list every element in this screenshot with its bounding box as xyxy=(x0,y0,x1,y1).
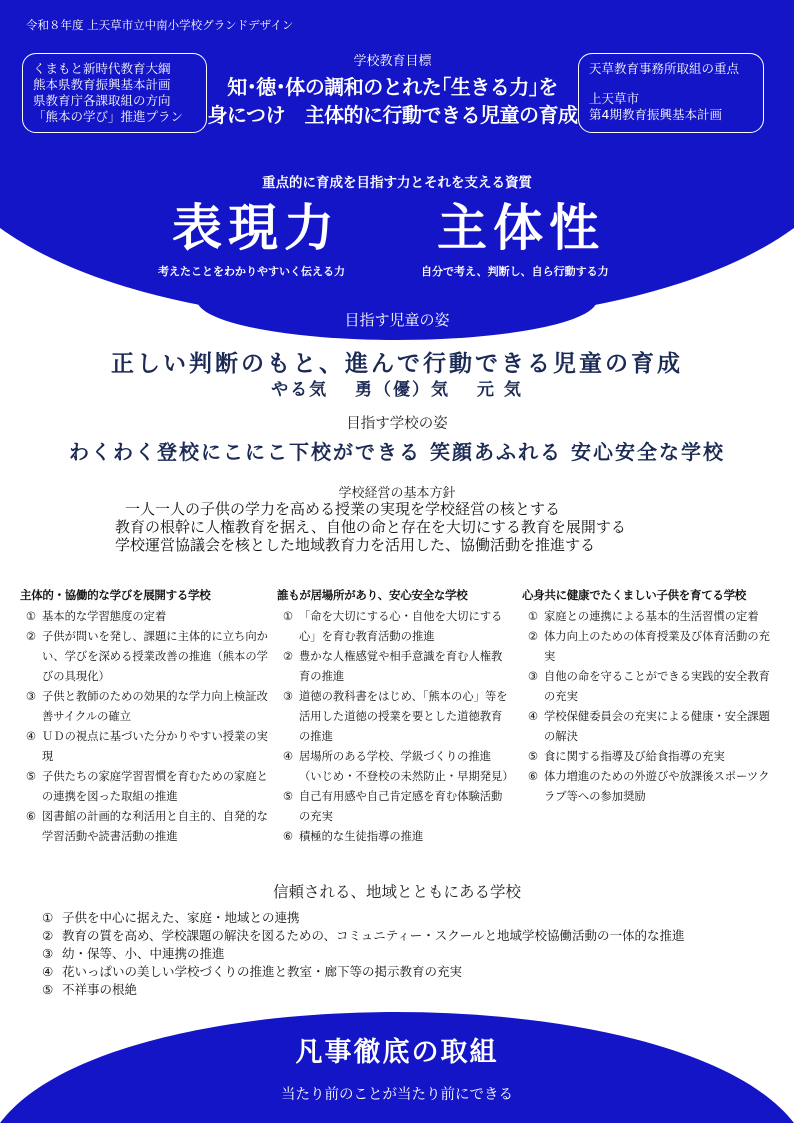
item-number: ② xyxy=(282,650,294,663)
list-item xyxy=(522,747,780,767)
item-number: ④ xyxy=(25,730,37,743)
item-text: 基本的な学習態度の定着 xyxy=(42,610,167,623)
expression-power-desc: 考えたことをわかりやすいく伝える力 xyxy=(158,265,345,278)
independence-title: 主体性 xyxy=(437,198,605,257)
item-text: ＵＤの視点に基づいた分かりやすい授業の実現 xyxy=(42,730,268,763)
target-child-label: 目指す児童の姿 xyxy=(344,311,450,329)
item-number: ③ xyxy=(25,690,37,703)
community-school-label: 信頼される、地域とともにある学校 xyxy=(272,883,521,901)
list-item xyxy=(522,707,780,747)
list-item xyxy=(42,909,685,927)
item-number: ① xyxy=(527,610,539,623)
item-number: ② xyxy=(25,630,37,643)
column-title: 心身共に健康でたくましい子供を育てる学校 xyxy=(522,588,746,602)
list-item xyxy=(522,607,780,627)
list-item xyxy=(277,787,513,827)
column-title: 主体的・協働的な学びを展開する学校 xyxy=(20,588,211,602)
list-item xyxy=(277,687,513,747)
regional-line-3: 第4期教育振興基本計画 xyxy=(589,107,722,122)
target-school-main: わくわく登校にこにこ下校ができる 笑顔あふれる 安心安全な学校 xyxy=(69,440,725,464)
list-item xyxy=(277,647,513,687)
item-number: ⑤ xyxy=(42,982,54,997)
list-item xyxy=(522,627,780,667)
item-text: 自他の命を守ることができる実践的安全教育の充実 xyxy=(544,670,770,703)
regional-line-1: 天草教育事務所取組の重点 xyxy=(589,61,740,76)
list-item xyxy=(20,807,270,847)
item-text: 家庭との連携による基本的生活習慣の定着 xyxy=(544,610,759,623)
item-number: ① xyxy=(25,610,37,623)
item-number: ③ xyxy=(282,690,294,703)
item-number: ⑤ xyxy=(527,750,539,763)
basics-thoroughness-sub: 当たり前のことが当たり前にできる xyxy=(281,1087,513,1103)
target-child-sub: やる気 勇（優）気 元 気 xyxy=(271,380,523,400)
list-item xyxy=(20,607,270,627)
item-text: 道徳の教科書をはじめ、「熊本の心」等を活用した道徳の授業を要とした道徳教育の推進 xyxy=(299,690,508,743)
goal-line-1: 知･徳･体の調和のとれた｢生きる力｣を xyxy=(227,75,558,99)
item-number: ⑤ xyxy=(25,770,37,783)
item-number: ④ xyxy=(42,964,54,979)
item-number: ③ xyxy=(527,670,539,683)
goal-line-2: 身につけ 主体的に行動できる児童の育成 xyxy=(207,103,578,127)
focus-heading: 重点的に育成を目指す力とそれを支える資質 xyxy=(262,175,532,191)
item-number: ⑥ xyxy=(527,770,539,783)
item-text: 積極的な生徒指導の推進 xyxy=(299,830,424,843)
list-item xyxy=(20,767,270,807)
national-plans-box xyxy=(22,53,207,133)
plan-line: 「熊本の学び」推進プラン xyxy=(33,109,184,124)
item-text: 体力増進のための外遊びや放課後スポーツクラブ等への参加奨励 xyxy=(544,770,770,803)
item-number: ④ xyxy=(282,750,294,763)
item-text: 図書館の計画的な利活用と自主的、自発的な学習活動や読書活動の推進 xyxy=(42,810,268,843)
list-item xyxy=(277,827,513,847)
page-caption: 令和８年度 上天草市立中南小学校グランドデザイン xyxy=(26,18,294,32)
plan-line: 熊本県教育振興基本計画 xyxy=(33,77,171,92)
item-number: ② xyxy=(527,630,539,643)
column-healthy-school xyxy=(522,587,780,807)
list-item xyxy=(20,727,270,767)
item-number: ① xyxy=(282,610,294,623)
policy-line: 一人一人の子供の学力を高める授業の実現を学校経営の核とする xyxy=(125,500,561,518)
item-text: 自己有用感や自己肯定感を育む体験活動の充実 xyxy=(299,790,503,823)
list-item xyxy=(42,927,685,945)
school-goal-label: 学校教育目標 xyxy=(353,54,432,69)
policy-label: 学校経営の基本方針 xyxy=(338,486,456,501)
policy-list xyxy=(115,500,626,554)
item-text: 花いっぱいの美しい学校づくりの推進と教室・廊下等の掲示教育の充実 xyxy=(62,964,463,979)
item-text: 子供が問いを発し、課題に主体的に立ち向かい、学びを深める授業改善の推進（熊本の学びの具現化） xyxy=(42,630,268,683)
item-text: 食に関する指導及び給食指導の充実 xyxy=(544,750,725,763)
item-text: 子供たちの家庭学習習慣を育むための家庭との連携を図った取組の推進 xyxy=(42,770,268,803)
list-item xyxy=(42,981,685,999)
basics-thoroughness-title: 凡事徹底の取組 xyxy=(295,1037,499,1068)
target-school-label: 目指す学校の姿 xyxy=(346,416,448,432)
policy-line: 学校運営協議会を核とした地域教育力を活用した、協働活動を推進する xyxy=(115,536,596,554)
plan-line: 県教育庁各課取組の方向 xyxy=(33,93,171,108)
item-number: ⑥ xyxy=(282,830,294,843)
item-number: ④ xyxy=(527,710,539,723)
column-title: 誰もが居場所があり、安心安全な学校 xyxy=(277,588,468,602)
item-number: ① xyxy=(42,910,54,925)
list-item xyxy=(277,747,513,787)
independence-desc: 自分で考え、判断し、自ら行動する力 xyxy=(421,265,609,278)
item-text: 子供を中心に据えた、家庭・地域との連携 xyxy=(62,910,300,925)
policy-line: 教育の根幹に人権教育を据え、自他の命と存在を大切にする教育を展開する xyxy=(115,518,626,536)
item-text: 居場所のある学校、学級づくりの推進（いじめ・不登校の未然防止・早期発見） xyxy=(299,750,514,783)
school-goal-text xyxy=(205,73,580,129)
item-number: ⑥ xyxy=(25,810,37,823)
regional-line-2: 上天草市 xyxy=(589,91,640,106)
expression-power-title: 表現力 xyxy=(172,198,340,257)
item-number: ⑤ xyxy=(282,790,294,803)
regional-plans-box xyxy=(578,53,764,133)
item-text: 学校保健委員会の充実による健康・安全課題の解決 xyxy=(544,710,770,743)
item-number: ② xyxy=(42,928,54,943)
item-text: 体力向上のための体育授業及び体育活動の充実 xyxy=(544,630,770,663)
list-item xyxy=(20,687,270,727)
list-item xyxy=(20,627,270,687)
item-text: 幼・保等、小、中連携の推進 xyxy=(62,946,225,961)
list-item xyxy=(42,945,685,963)
item-text: 豊かな人権感覚や相手意識を育む人権教育の推進 xyxy=(299,650,503,683)
list-item xyxy=(42,963,685,981)
item-text: 「命を大切にする心・自他を大切にする心」を育む教育活動の推進 xyxy=(299,610,503,643)
item-number: ③ xyxy=(42,946,54,961)
target-child-main: 正しい判断のもと、進んで行動できる児童の育成 xyxy=(111,350,683,377)
list-item xyxy=(522,767,780,807)
column-collaborative-learning xyxy=(20,587,270,847)
item-text: 教育の質を高め、学校課題の解決を図るための、コミュニティー・スクールと地域学校協働活動の一体的な推進 xyxy=(62,928,685,943)
community-school-list xyxy=(42,909,685,999)
column-safe-school xyxy=(277,587,513,847)
item-text: 不祥事の根絶 xyxy=(62,982,138,997)
item-text: 子供と教師のための効果的な学力向上検証改善サイクルの確立 xyxy=(42,690,268,723)
list-item xyxy=(277,607,513,647)
plan-line: くまもと新時代教育大綱 xyxy=(33,61,171,76)
list-item xyxy=(522,667,780,707)
